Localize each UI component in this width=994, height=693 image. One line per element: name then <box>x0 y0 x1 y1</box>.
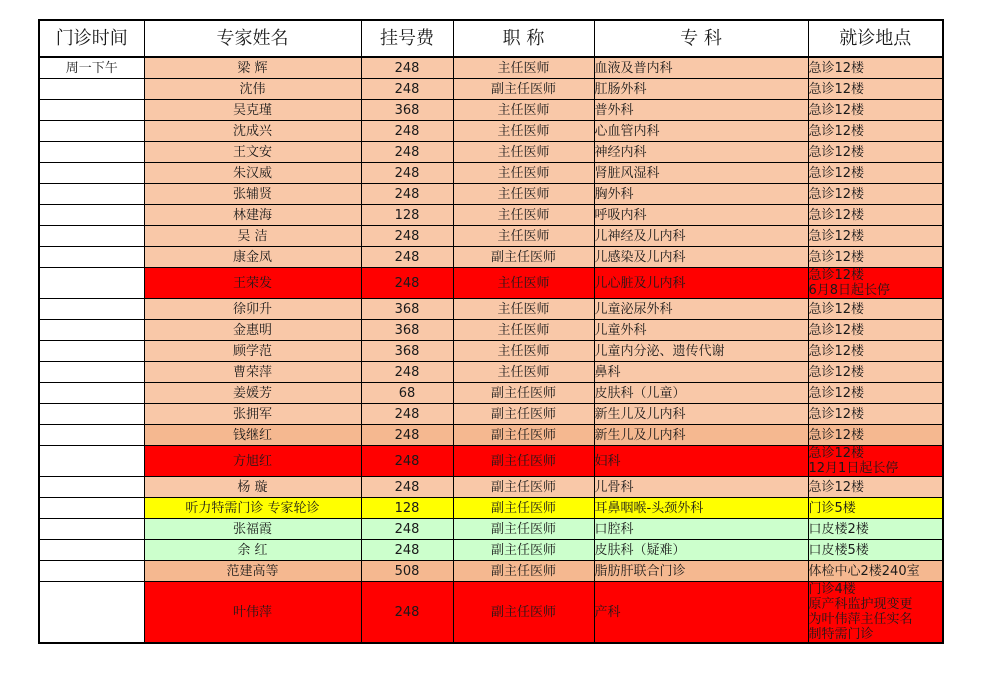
location-cell <box>808 540 943 561</box>
title-cell: 副主任医师 <box>453 383 594 404</box>
location-cell <box>808 561 943 582</box>
location-cell <box>808 163 943 184</box>
expert-name-cell: 梁 辉 <box>144 57 361 79</box>
fee-cell: 248 <box>361 404 453 425</box>
specialty-cell: 耳鼻咽喉-头颈外科 <box>594 498 808 519</box>
title-cell: 副主任医师 <box>453 582 594 644</box>
table-row <box>39 582 943 644</box>
table-row <box>39 498 943 519</box>
clinic-time-cell <box>39 425 144 446</box>
expert-name-cell: 方旭红 <box>144 446 361 477</box>
specialty-cell: 新生儿及儿内科 <box>594 404 808 425</box>
location-line: 急诊12楼 <box>808 479 865 495</box>
fee-cell: 248 <box>361 519 453 540</box>
clinic-time-cell <box>39 341 144 362</box>
title-cell: 副主任医师 <box>453 519 594 540</box>
table-row <box>39 79 943 100</box>
specialty-cell: 皮肤科（儿童） <box>594 383 808 404</box>
title-cell: 副主任医师 <box>453 446 594 477</box>
specialty-cell: 呼吸内科 <box>594 205 808 226</box>
location-line: 门诊5楼 <box>808 500 856 516</box>
title-cell: 副主任医师 <box>453 498 594 519</box>
expert-name-cell: 康金凤 <box>144 247 361 268</box>
specialty-cell: 血液及普内科 <box>594 57 808 79</box>
table-row <box>39 446 943 477</box>
location-line: 急诊12楼 <box>808 60 865 76</box>
expert-name-cell: 沈伟 <box>144 79 361 100</box>
clinic-time-cell <box>39 163 144 184</box>
title-cell: 主任医师 <box>453 268 594 299</box>
title-cell: 副主任医师 <box>453 540 594 561</box>
fee-cell: 248 <box>361 425 453 446</box>
location-line: 急诊12楼 <box>808 228 865 244</box>
table-row <box>39 477 943 498</box>
clinic-time-cell <box>39 540 144 561</box>
table-row <box>39 163 943 184</box>
table-row <box>39 57 943 79</box>
location-line: 体检中心2楼240室 <box>808 563 920 579</box>
location-cell <box>808 519 943 540</box>
location-cell <box>808 226 943 247</box>
title-cell: 主任医师 <box>453 299 594 320</box>
fee-cell: 248 <box>361 163 453 184</box>
clinic-time-cell <box>39 184 144 205</box>
fee-cell: 248 <box>361 142 453 163</box>
clinic-time-cell <box>39 247 144 268</box>
clinic-time-cell <box>39 142 144 163</box>
header-registration-fee: 挂号费 <box>361 20 453 57</box>
title-cell: 主任医师 <box>453 100 594 121</box>
fee-cell: 368 <box>361 100 453 121</box>
header-specialty: 专 科 <box>594 20 808 57</box>
location-line: 门诊4楼 <box>808 582 856 597</box>
fee-cell: 128 <box>361 205 453 226</box>
location-line: 急诊12楼 <box>808 102 865 118</box>
location-line: 12月1日起长停 <box>808 461 899 476</box>
location-cell <box>808 299 943 320</box>
expert-name-cell: 金惠明 <box>144 320 361 341</box>
expert-name-cell: 钱继红 <box>144 425 361 446</box>
clinic-time-cell: 周一下午 <box>39 57 144 79</box>
location-cell <box>808 383 943 404</box>
specialty-cell: 肛肠外科 <box>594 79 808 100</box>
clinic-time-cell <box>39 383 144 404</box>
expert-name-cell: 王荣发 <box>144 268 361 299</box>
specialty-cell: 神经内科 <box>594 142 808 163</box>
title-cell: 副主任医师 <box>453 247 594 268</box>
expert-name-cell: 林建海 <box>144 205 361 226</box>
fee-cell: 68 <box>361 383 453 404</box>
header-title: 职 称 <box>453 20 594 57</box>
fee-cell: 248 <box>361 121 453 142</box>
title-cell: 主任医师 <box>453 205 594 226</box>
specialty-cell: 产科 <box>594 582 808 644</box>
fee-cell: 248 <box>361 79 453 100</box>
location-cell <box>808 57 943 79</box>
specialty-cell: 新生儿及儿内科 <box>594 425 808 446</box>
location-line: 口皮楼2楼 <box>808 521 869 537</box>
specialty-cell: 儿童外科 <box>594 320 808 341</box>
table-row <box>39 100 943 121</box>
expert-name-cell: 杨 璇 <box>144 477 361 498</box>
title-cell: 主任医师 <box>453 142 594 163</box>
location-line: 急诊12楼 <box>808 207 865 223</box>
expert-name-cell: 顾学范 <box>144 341 361 362</box>
header-row <box>39 20 943 57</box>
location-line: 急诊12楼 <box>808 165 865 181</box>
location-line: 制特需门诊 <box>808 627 874 642</box>
location-cell <box>808 425 943 446</box>
title-cell: 主任医师 <box>453 163 594 184</box>
expert-name-cell: 朱汉威 <box>144 163 361 184</box>
expert-name-cell: 张福霞 <box>144 519 361 540</box>
table-body <box>39 57 943 643</box>
table-row <box>39 383 943 404</box>
expert-name-cell: 叶伟萍 <box>144 582 361 644</box>
clinic-time-cell <box>39 519 144 540</box>
fee-cell: 368 <box>361 341 453 362</box>
table-row <box>39 561 943 582</box>
fee-cell: 248 <box>361 184 453 205</box>
clinic-time-cell <box>39 404 144 425</box>
location-cell <box>808 121 943 142</box>
specialty-cell: 儿童内分泌、遗传代谢 <box>594 341 808 362</box>
specialty-cell: 儿感染及儿内科 <box>594 247 808 268</box>
expert-name-cell: 曹荣萍 <box>144 362 361 383</box>
location-cell <box>808 362 943 383</box>
location-line: 急诊12楼 <box>808 249 865 265</box>
location-cell <box>808 247 943 268</box>
clinic-time-cell <box>39 498 144 519</box>
fee-cell: 248 <box>361 247 453 268</box>
title-cell: 主任医师 <box>453 184 594 205</box>
clinic-time-cell <box>39 205 144 226</box>
clinic-time-cell <box>39 582 144 644</box>
expert-name-cell: 范建高等 <box>144 561 361 582</box>
table-row <box>39 299 943 320</box>
table-row <box>39 341 943 362</box>
expert-name-cell: 听力特需门诊 专家轮诊 <box>144 498 361 519</box>
specialty-cell: 心血管内科 <box>594 121 808 142</box>
title-cell: 主任医师 <box>453 57 594 79</box>
location-line: 急诊12楼 <box>808 364 865 380</box>
clinic-time-cell <box>39 477 144 498</box>
title-cell: 主任医师 <box>453 320 594 341</box>
title-cell: 主任医师 <box>453 121 594 142</box>
clinic-time-cell <box>39 100 144 121</box>
location-cell <box>808 404 943 425</box>
location-line: 急诊12楼 <box>808 446 865 461</box>
clinic-time-cell <box>39 362 144 383</box>
table-row <box>39 226 943 247</box>
header-location: 就诊地点 <box>808 20 943 57</box>
fee-cell: 248 <box>361 540 453 561</box>
specialty-cell: 皮肤科（疑难） <box>594 540 808 561</box>
fee-cell: 248 <box>361 582 453 644</box>
location-line: 急诊12楼 <box>808 385 865 401</box>
fee-cell: 248 <box>361 226 453 247</box>
table-row <box>39 362 943 383</box>
title-cell: 副主任医师 <box>453 425 594 446</box>
location-line: 原产科监护现变更 <box>808 597 913 612</box>
table-row <box>39 121 943 142</box>
clinic-time-cell <box>39 561 144 582</box>
table-row <box>39 205 943 226</box>
location-cell <box>808 498 943 519</box>
clinic-time-cell <box>39 299 144 320</box>
fee-cell: 248 <box>361 446 453 477</box>
specialty-cell: 儿心脏及儿内科 <box>594 268 808 299</box>
expert-name-cell: 余 红 <box>144 540 361 561</box>
location-line: 急诊12楼 <box>808 406 865 422</box>
header-expert-name: 专家姓名 <box>144 20 361 57</box>
fee-cell: 128 <box>361 498 453 519</box>
title-cell: 主任医师 <box>453 341 594 362</box>
location-cell <box>808 477 943 498</box>
location-line: 为叶伟萍主任实名 <box>808 612 913 627</box>
location-cell <box>808 184 943 205</box>
expert-name-cell: 张辅贤 <box>144 184 361 205</box>
expert-name-cell: 徐卯升 <box>144 299 361 320</box>
table-row <box>39 320 943 341</box>
location-line: 急诊12楼 <box>808 322 865 338</box>
title-cell: 副主任医师 <box>453 561 594 582</box>
location-cell <box>808 320 943 341</box>
location-line: 急诊12楼 <box>808 186 865 202</box>
title-cell: 副主任医师 <box>453 477 594 498</box>
specialty-cell: 妇科 <box>594 446 808 477</box>
location-cell <box>808 142 943 163</box>
expert-name-cell: 沈成兴 <box>144 121 361 142</box>
location-line: 急诊12楼 <box>808 144 865 160</box>
fee-cell: 248 <box>361 57 453 79</box>
title-cell: 主任医师 <box>453 226 594 247</box>
fee-cell: 248 <box>361 477 453 498</box>
clinic-time-cell <box>39 226 144 247</box>
clinic-time-cell <box>39 121 144 142</box>
clinic-time-cell <box>39 268 144 299</box>
title-cell: 副主任医师 <box>453 404 594 425</box>
specialty-cell: 儿神经及儿内科 <box>594 226 808 247</box>
specialty-cell: 胸外科 <box>594 184 808 205</box>
clinic-time-cell <box>39 79 144 100</box>
location-line: 急诊12楼 <box>808 343 865 359</box>
expert-name-cell: 王文安 <box>144 142 361 163</box>
clinic-time-cell <box>39 446 144 477</box>
specialty-cell: 儿骨科 <box>594 477 808 498</box>
location-cell <box>808 268 943 299</box>
location-cell <box>808 341 943 362</box>
expert-name-cell: 吴克瑾 <box>144 100 361 121</box>
location-cell <box>808 79 943 100</box>
clinic-schedule-table <box>38 19 944 644</box>
specialty-cell: 脂肪肝联合门诊 <box>594 561 808 582</box>
table-row <box>39 268 943 299</box>
table-row <box>39 425 943 446</box>
specialty-cell: 普外科 <box>594 100 808 121</box>
location-line: 口皮楼5楼 <box>808 542 869 558</box>
table-row <box>39 142 943 163</box>
table-row <box>39 519 943 540</box>
fee-cell: 248 <box>361 268 453 299</box>
specialty-cell: 口腔科 <box>594 519 808 540</box>
location-line: 急诊12楼 <box>808 427 865 443</box>
location-line: 6月8日起长停 <box>808 283 891 298</box>
fee-cell: 248 <box>361 362 453 383</box>
title-cell: 副主任医师 <box>453 79 594 100</box>
table-row <box>39 404 943 425</box>
table-row <box>39 184 943 205</box>
specialty-cell: 鼻科 <box>594 362 808 383</box>
expert-name-cell: 吴 洁 <box>144 226 361 247</box>
location-line: 急诊12楼 <box>808 123 865 139</box>
location-cell <box>808 582 943 644</box>
location-line: 急诊12楼 <box>808 268 865 283</box>
location-cell <box>808 446 943 477</box>
header-clinic-time: 门诊时间 <box>39 20 144 57</box>
fee-cell: 368 <box>361 320 453 341</box>
table-row <box>39 247 943 268</box>
location-line: 急诊12楼 <box>808 301 865 317</box>
expert-name-cell: 张拥军 <box>144 404 361 425</box>
fee-cell: 508 <box>361 561 453 582</box>
expert-name-cell: 姜媛芳 <box>144 383 361 404</box>
location-cell <box>808 100 943 121</box>
table-row <box>39 540 943 561</box>
location-cell <box>808 205 943 226</box>
fee-cell: 368 <box>361 299 453 320</box>
clinic-time-cell <box>39 320 144 341</box>
title-cell: 主任医师 <box>453 362 594 383</box>
specialty-cell: 肾脏风湿科 <box>594 163 808 184</box>
specialty-cell: 儿童泌尿外科 <box>594 299 808 320</box>
location-line: 急诊12楼 <box>808 81 865 97</box>
